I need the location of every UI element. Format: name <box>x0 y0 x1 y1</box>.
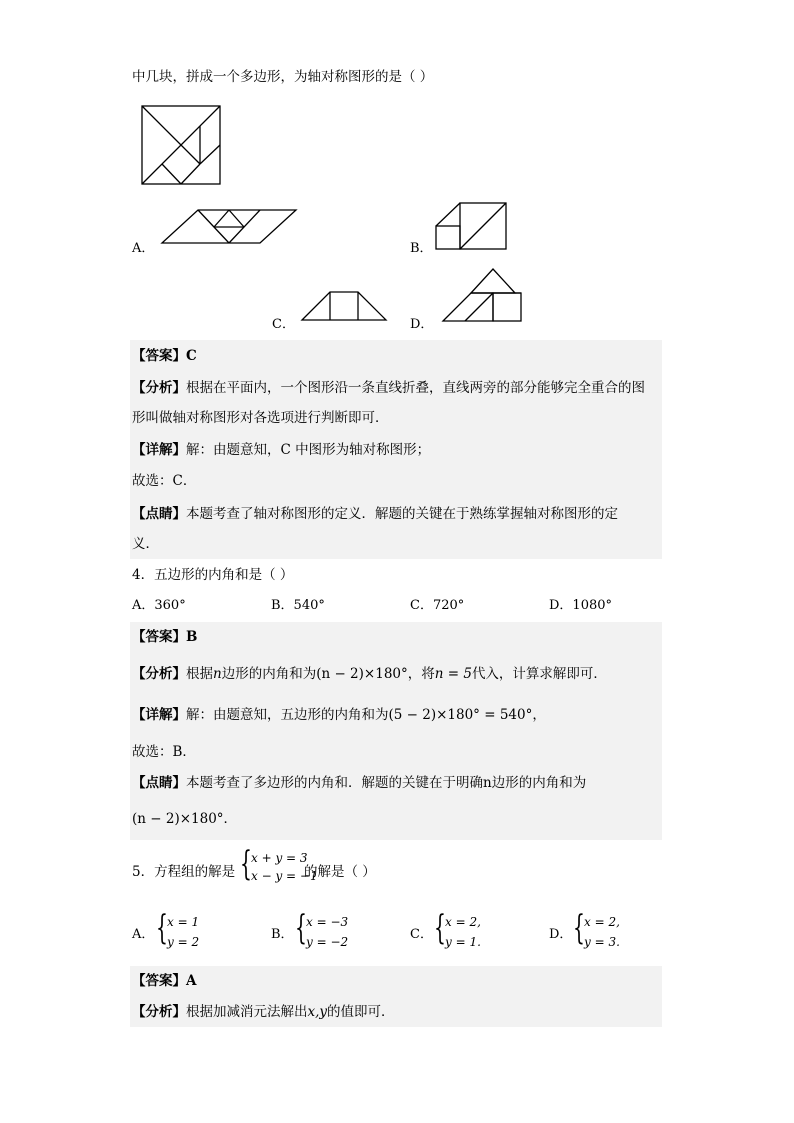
q3-detail: 【详解】解：由题意知，C 中图形为轴对称图形； <box>132 442 431 458</box>
q3-choose: 故选：C． <box>132 473 197 489</box>
q4-option-a[interactable]: A．360° <box>132 598 186 613</box>
q3-option-a-label[interactable]: A． <box>132 241 155 256</box>
q3-option-b-label[interactable]: B． <box>410 241 433 256</box>
q5-option-d-eq2: y = 3. <box>584 935 620 949</box>
q5-option-d-brace: { <box>573 908 585 948</box>
q5-option-c-eq2: y = 1. <box>445 935 481 949</box>
q4-option-d[interactable]: D．1080° <box>549 598 613 613</box>
q5-option-a-label: A． <box>132 927 155 942</box>
option-a-parallelogram-figure <box>162 210 298 244</box>
q5-option-b-brace: { <box>295 908 307 948</box>
q3-comment-line2: 义． <box>132 536 159 552</box>
q4-answer: 【答案】B <box>132 629 198 645</box>
q4-detail: 【详解】解：由题意知，五边形的内角和为(5 − 2)×180° = 540°， <box>132 707 546 723</box>
q5-option-b-eq1: x = −3 <box>306 915 349 929</box>
q5-system-eq2: x − y = −1 <box>251 869 318 883</box>
q4-comment-line1: 【点睛】本题考查了多边形的内角和．解题的关键在于明确n边形的内角和为 <box>132 775 587 791</box>
option-c-trapezoid-figure <box>302 292 388 322</box>
q5-option-c-eq1: x = 2, <box>445 915 481 929</box>
q5-stem-prefix: 5．方程组的解是 <box>132 864 236 880</box>
q5-option-a-brace: { <box>156 908 168 948</box>
option-d-figure <box>443 269 523 323</box>
q5-system-eq1: x + y = 3 <box>251 851 308 865</box>
q4-analysis: 【分析】根据n边形的内角和为(n − 2)×180°，将n = 5代入，计算求解即可． <box>132 666 607 682</box>
q4-option-c[interactable]: C．720° <box>410 598 465 613</box>
q4-comment-line2: (n − 2)×180°． <box>132 811 238 827</box>
q3-analysis-line1: 【分析】根据在平面内，一个图形沿一条直线折叠，直线两旁的部分能够完全重合的图 <box>132 380 645 396</box>
q3-answer: 【答案】C <box>132 348 197 364</box>
q5-option-b-eq2: y = −2 <box>306 935 349 949</box>
q5-option-d-label: D． <box>549 927 573 942</box>
q5-option-b-label: B． <box>271 927 294 942</box>
q5-option-c-label: C． <box>410 927 433 942</box>
q4-choose: 故选：B． <box>132 744 196 760</box>
q4-solution-panel <box>130 622 662 840</box>
q5-option-c-brace: { <box>434 908 446 948</box>
q3-option-c-label[interactable]: C． <box>272 317 295 332</box>
q5-stem-suffix: 的解是（ ） <box>304 864 376 880</box>
q5-option-d-eq1: x = 2, <box>584 915 620 929</box>
q5-option-a-eq2: y = 2 <box>167 935 200 949</box>
q5-answer: 【答案】A <box>132 973 197 989</box>
option-b-figure <box>436 203 508 251</box>
q4-stem: 4．五边形的内角和是（ ） <box>132 567 294 583</box>
q5-option-a-eq1: x = 1 <box>167 915 200 929</box>
q3-comment-line1: 【点睛】本题考查了轴对称图形的定义．解题的关键在于熟练掌握轴对称图形的定 <box>132 506 618 522</box>
q4-option-b[interactable]: B．540° <box>271 598 325 613</box>
tangram-square-figure <box>142 106 222 186</box>
q3-stem: 中几块，拼成一个多边形，为轴对称图形的是（ ） <box>132 69 434 85</box>
q3-option-d-label[interactable]: D． <box>410 317 434 332</box>
q5-system-brace: { <box>240 844 252 884</box>
q3-analysis-line2: 形叫做轴对称图形对各选项进行判断即可． <box>132 410 389 426</box>
q5-analysis: 【分析】根据加减消元法解出x,y的值即可． <box>132 1004 395 1020</box>
